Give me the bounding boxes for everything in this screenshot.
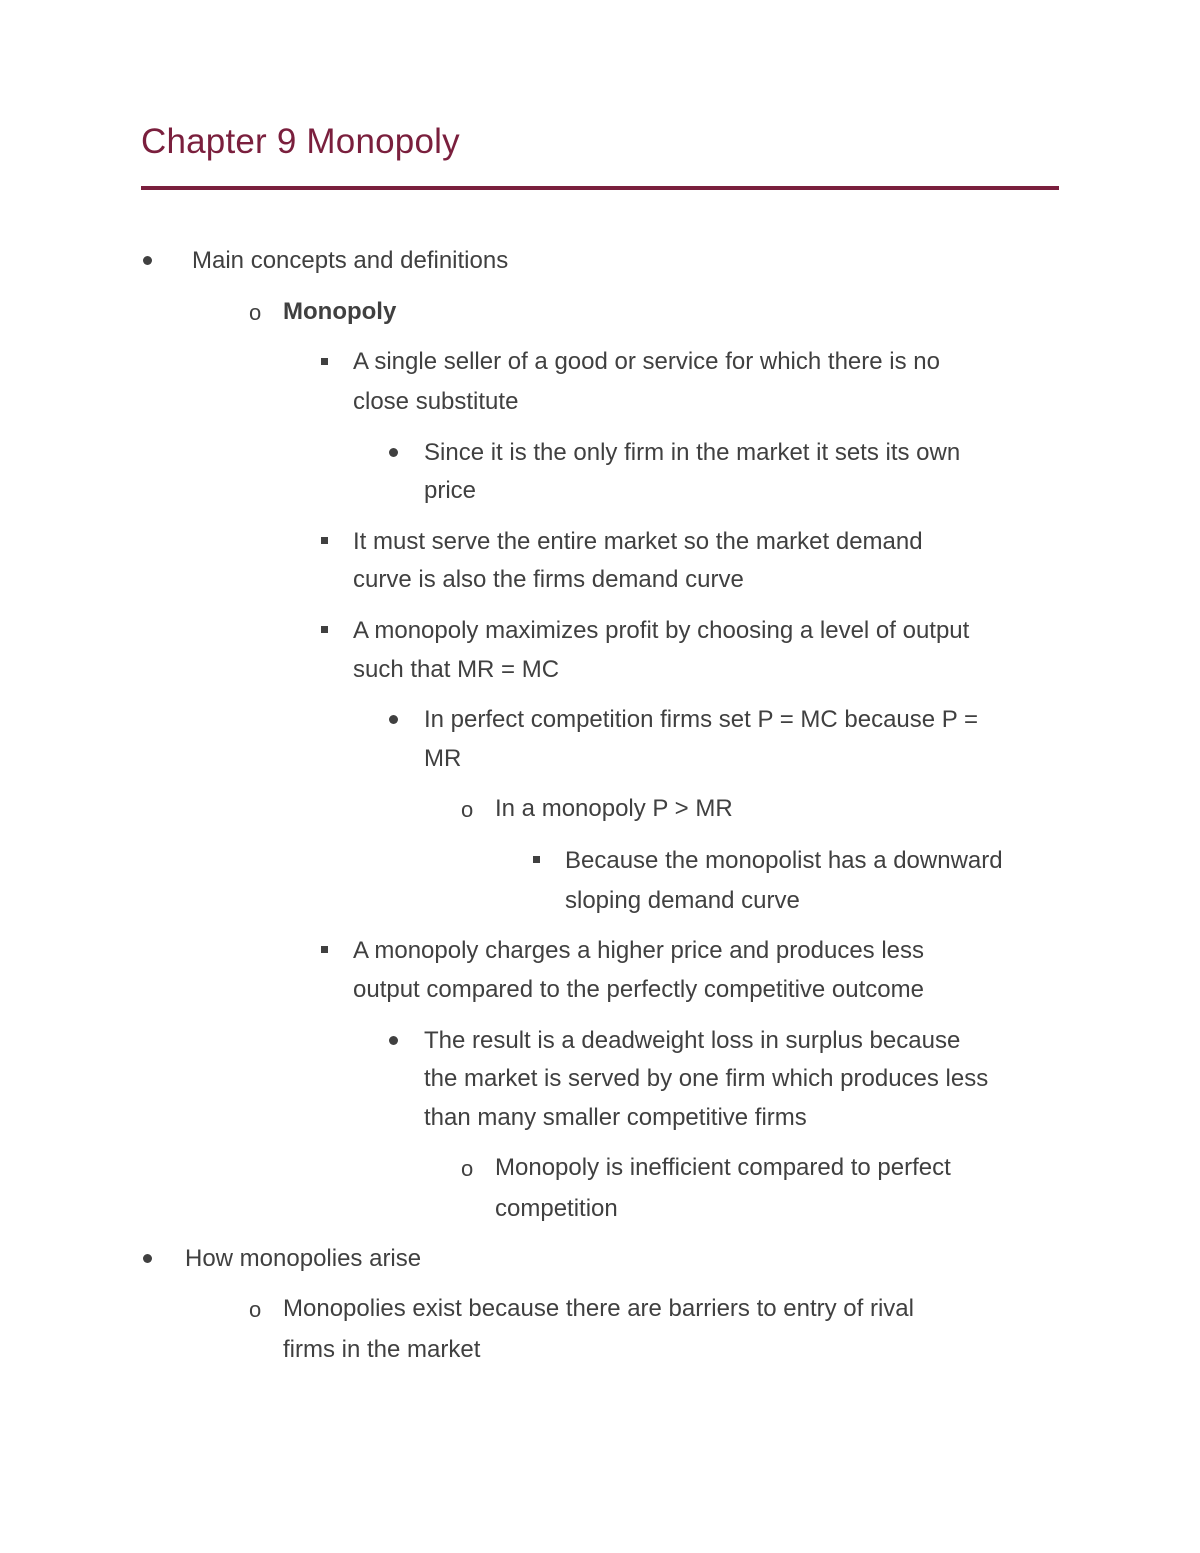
outline-item-barriers-cont: firms in the market	[283, 1336, 481, 1363]
outline-item-perfect-competition-cont: MR	[424, 745, 462, 772]
outline-item-only-firm-cont: price	[424, 477, 477, 504]
outline-item-main-concepts: Main concepts and definitions	[192, 247, 509, 274]
outline-item-inefficient: Monopoly is inefficient compared to perfect	[495, 1154, 951, 1181]
bullet-dot-icon	[389, 1036, 398, 1045]
outline-item-barriers: Monopolies exist because there are barriers to entry of rival	[283, 1295, 914, 1322]
bullet-circle-icon: o	[461, 1156, 474, 1181]
bullet-dot-icon	[143, 1254, 152, 1263]
bullet-square-icon	[321, 358, 328, 365]
outline-item-deadweight-loss: The result is a deadweight loss in surplus because	[424, 1027, 961, 1054]
outline-item-higher-price-cont: output compared to the perfectly competitive outcome	[353, 976, 924, 1003]
outline-item-perfect-competition: In perfect competition firms set P = MC because P =	[424, 706, 979, 733]
outline-item-p-greater-mr: In a monopoly P > MR	[495, 795, 733, 822]
outline-item-maximizes-profit-cont: such that MR = MC	[353, 656, 560, 683]
outline-item-only-firm: Since it is the only firm in the market it sets its own	[424, 439, 961, 466]
title-underline-rule	[141, 186, 1059, 190]
outline-item-maximizes-profit: A monopoly maximizes profit by choosing a level of output	[353, 617, 970, 644]
outline-item-how-arise: How monopolies arise	[185, 1245, 422, 1272]
bullet-dot-icon	[143, 256, 152, 265]
outline-item-serve-market: It must serve the entire market so the market demand	[353, 528, 923, 555]
outline-item-inefficient-cont: competition	[495, 1195, 618, 1222]
bullet-square-icon	[321, 537, 328, 544]
outline-item-serve-market-cont: curve is also the firms demand curve	[353, 566, 744, 593]
outline-item-single-seller-cont: close substitute	[353, 388, 519, 415]
bullet-circle-icon: o	[249, 1297, 262, 1322]
bullet-dot-icon	[389, 715, 398, 724]
outline-item-deadweight-loss-cont: than many smaller competitive firms	[424, 1104, 807, 1131]
outline-item-downward-sloping: Because the monopolist has a downward	[565, 847, 1003, 874]
outline-item-downward-sloping-cont: sloping demand curve	[565, 887, 800, 914]
outline-item-single-seller: A single seller of a good or service for which there is no	[353, 348, 940, 375]
bullet-dot-icon	[389, 448, 398, 457]
outline-item-deadweight-loss-cont: the market is served by one firm which produces less	[424, 1065, 989, 1092]
bullet-circle-icon: o	[249, 300, 262, 325]
bullet-square-icon	[321, 946, 328, 953]
outline-item-monopoly: Monopoly	[283, 298, 397, 325]
bullet-square-icon	[533, 856, 540, 863]
bullet-square-icon	[321, 626, 328, 633]
page-title: Chapter 9 Monopoly	[141, 122, 460, 161]
outline-item-higher-price: A monopoly charges a higher price and produces less	[353, 937, 925, 964]
bullet-circle-icon: o	[461, 797, 474, 822]
